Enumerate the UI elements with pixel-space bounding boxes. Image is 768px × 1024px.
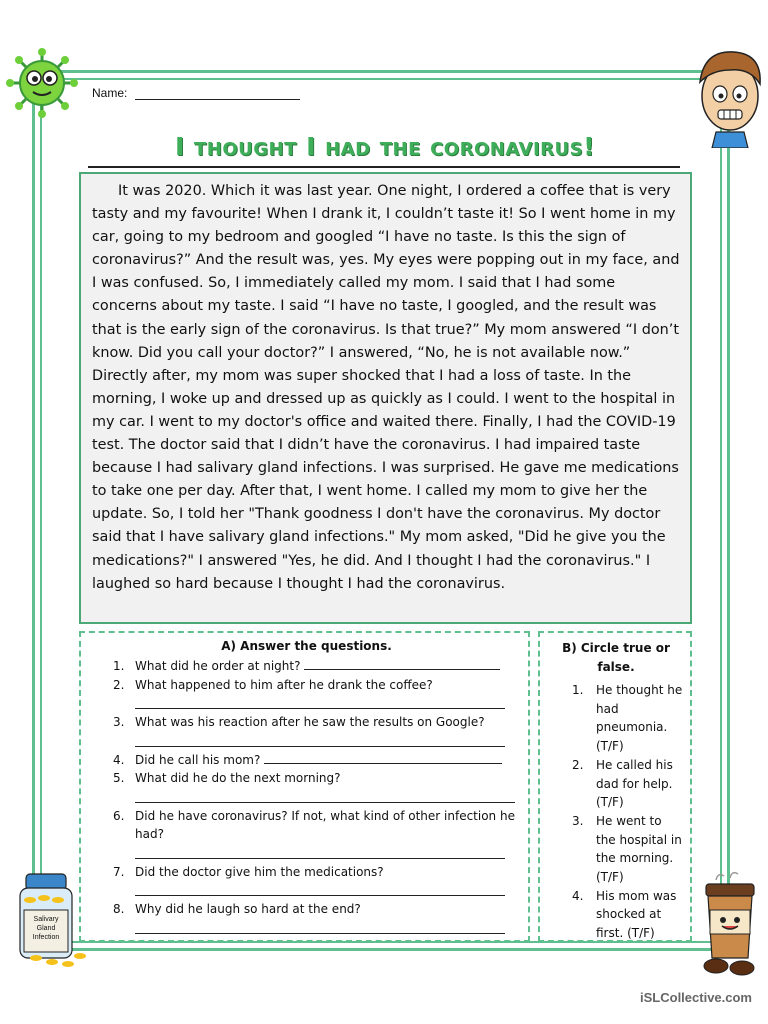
item-text: He thought he had pneumonia. (T/F) [596, 683, 683, 754]
section-b-title: B) Circle true or false. [562, 641, 670, 674]
section-b-box [538, 631, 692, 942]
answer-line[interactable] [135, 732, 505, 747]
question-item [95, 676, 518, 710]
item-text: He called his dad for help. (T/F) [596, 757, 673, 810]
item-number: 4. [572, 888, 584, 903]
coffee-cup-icon [696, 868, 766, 976]
name-label: Name: [92, 86, 128, 100]
item-number: 1. [572, 683, 584, 697]
story-box [79, 172, 692, 624]
answer-line[interactable] [135, 844, 505, 859]
bottle-label [25, 915, 67, 942]
true-false-list [548, 681, 684, 943]
true-false-item[interactable] [548, 887, 684, 943]
question-text: Did he have coronavirus? If not, what kind of other infection he had? [135, 808, 515, 841]
item-number: 2. [572, 757, 584, 772]
question-item [95, 900, 518, 934]
question-text: Did he call his mom? [135, 752, 261, 767]
question-number: 6. [113, 808, 125, 823]
question-number: 2. [113, 677, 125, 692]
story-text: It was 2020. Which it was last year. One night, I ordered a coffee that is very tasty and my favourite! When I drank it, I couldn’t taste it! So I went home in my car, going to my bedroom and googled “I have no taste. Is this the sign of coronavirus?” And the result was, yes. My eyes were popping out in my face, and I was confused. So, I immediately called my mom. I said that I had some concerns about my taste. I said “I have no taste, I googled, and the result was that is the early sign of the coronavirus. Is that true?” My mom answered “I don’t know. Did you call your doctor?” I answered, “No, he is not available now.” Directly after, my mom was super shocked that I had a loss of taste. In the morning, I woke up and dressed up as quickly as I could. I went to the hospital in my car. I went to my doctor's office and waited there. Finally, I had the COVID-19 test. The doctor said that I didn’t have the coronavirus. I had impaired taste because I had salivary gland infections. I was surprised. He gave me medications to take one per day. After that, I went home. I called my mom to give her the update. So, I told her "Thank goodness I don't have the coronavirus. My doctor said that I have salivary gland infections." My mom asked, "Did he give you the medications?" I answered "Yes, he did. And I thought I had the coronavirus." I laughed so hard because I thought I had the coronavirus. [92, 183, 680, 592]
question-number: 3. [113, 715, 125, 729]
answer-line[interactable] [135, 919, 505, 934]
question-text: Why did he laugh so hard at the end? [135, 902, 361, 916]
question-item [95, 769, 518, 803]
true-false-item[interactable] [548, 756, 684, 812]
question-text: What was his reaction after he saw the results on Google? [135, 715, 485, 729]
question-item [95, 807, 518, 859]
question-text: Did the doctor give him the medications? [135, 864, 384, 879]
footer-watermark: iSLCollective.com [640, 990, 752, 1005]
question-item [95, 863, 518, 897]
answer-line[interactable] [304, 659, 500, 670]
answer-line[interactable] [135, 694, 505, 709]
question-text: What did he do the next morning? [135, 771, 341, 785]
name-field-label [92, 86, 300, 100]
true-false-item[interactable] [548, 812, 684, 887]
question-number: 4. [113, 752, 125, 767]
question-number: 5. [113, 771, 125, 785]
question-number: 7. [113, 864, 125, 879]
answer-line[interactable] [264, 753, 502, 764]
question-text: What did he order at night? [135, 659, 301, 673]
question-number: 1. [113, 659, 125, 673]
question-item [95, 657, 518, 676]
bottle-label-text: Salivary Gland Infection [32, 916, 60, 941]
true-false-item[interactable] [548, 681, 684, 756]
question-item [95, 713, 518, 747]
section-a-box [79, 631, 530, 942]
item-text: He went to the hospital in the morning. (T/F) [596, 813, 682, 885]
section-a-title: A) Answer the questions. [221, 639, 392, 653]
name-blank[interactable] [135, 87, 300, 100]
question-list [95, 657, 518, 934]
worried-boy-icon [690, 44, 768, 148]
item-text: His mom was shocked at first. (T/F) [596, 888, 677, 941]
question-item [95, 751, 518, 770]
item-number: 3. [572, 813, 584, 828]
title-underline [88, 166, 680, 168]
question-text: What happened to him after he drank the coffee? [135, 677, 433, 692]
answer-line[interactable] [135, 881, 505, 896]
page-title: I thought I had the coronavirus! [175, 132, 595, 161]
answer-line[interactable] [135, 788, 515, 803]
virus-icon [4, 48, 80, 118]
question-number: 8. [113, 902, 125, 916]
